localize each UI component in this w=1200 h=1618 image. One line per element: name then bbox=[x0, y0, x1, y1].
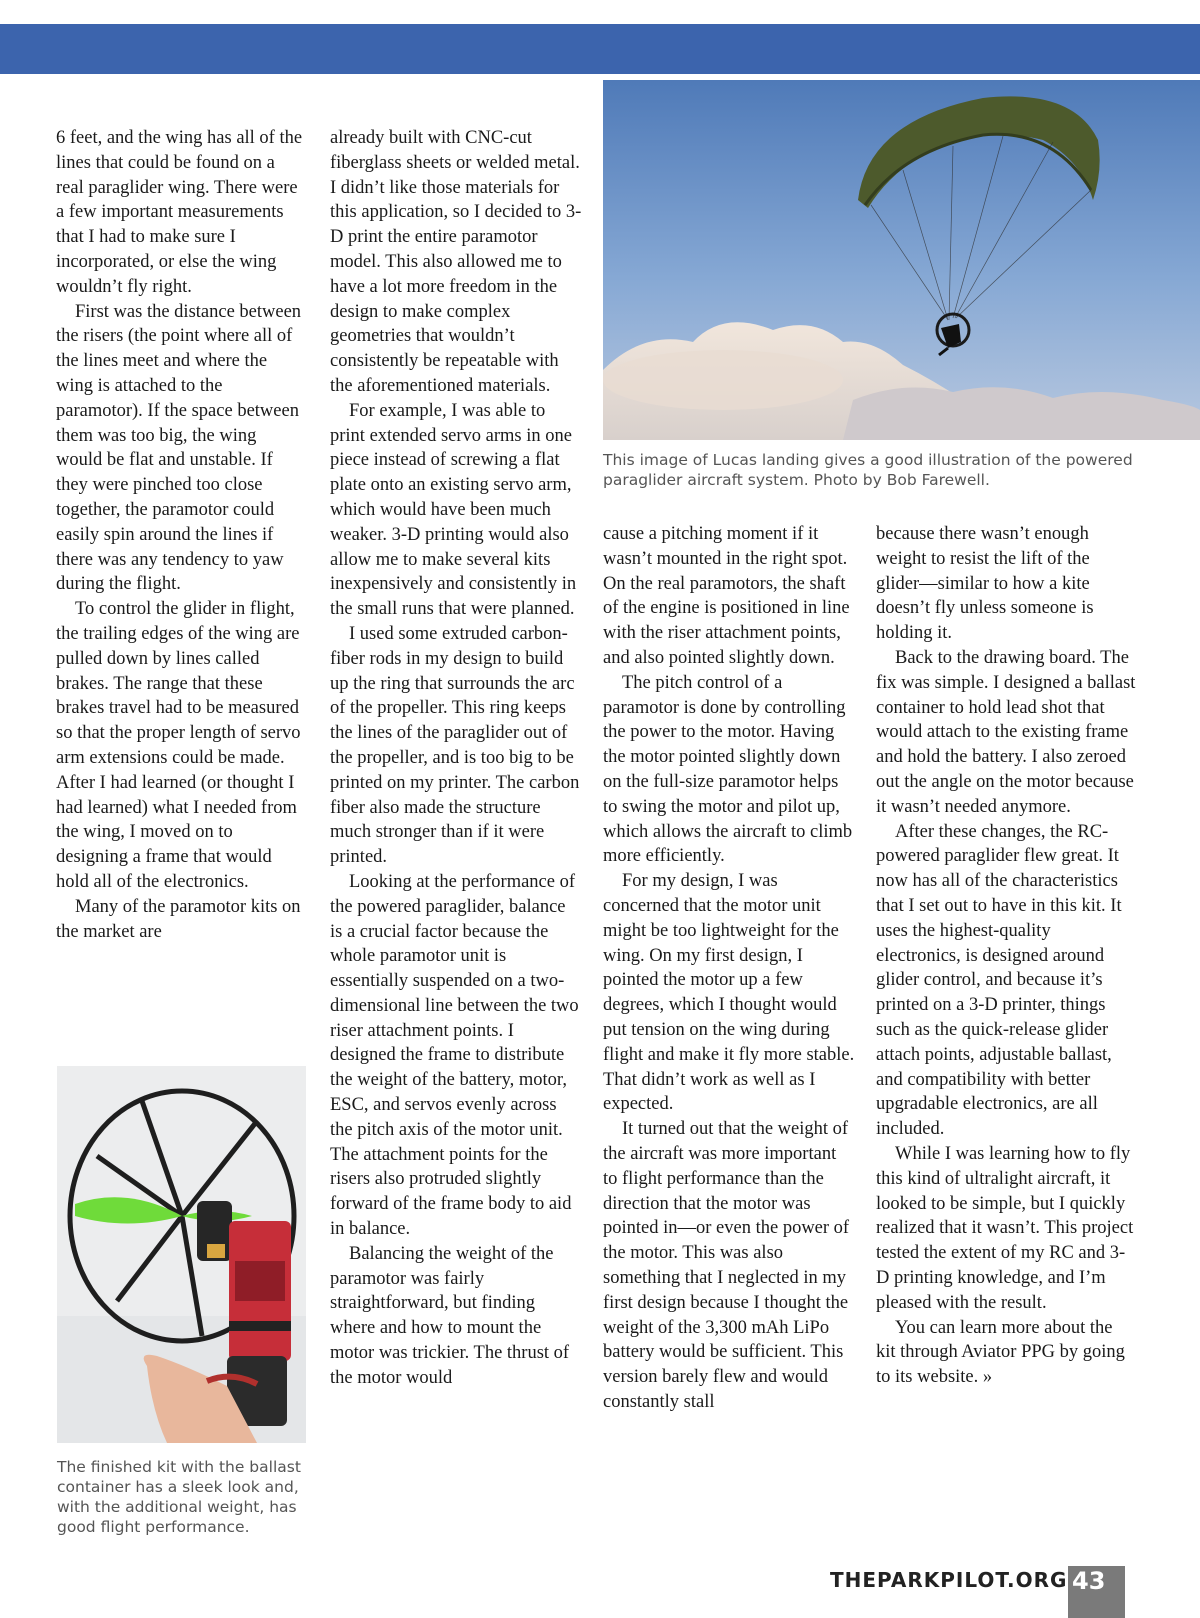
paragraph: already built with CNC-cut fiberglass sheets or welded metal. I didn’t like those materials for this application, so I decided to 3-D print the entire paramotor model. This also allowed me to have a lot more freedom in the design to make complex geometries that wouldn’t consistently be repeatable with the aforementioned materials. bbox=[330, 128, 582, 396]
page-number: 43 bbox=[1068, 1566, 1125, 1618]
paramotor-kit-image bbox=[57, 1066, 306, 1443]
paragraph: Back to the drawing board. The fix was simple. I designed a ballast container to hold lead shot that would attach to the existing frame and hold the battery. I also zeroed out the angle on the motor because it wasn’t needed anymore. bbox=[876, 647, 1136, 817]
paragraph: First was the distance between the risers (the point where all of the lines meet and where the wing is attached to the paramotor). If the space between them was too big, the wing would be flat and unstable. If they were pinched too close together, the paramotor could easily spin around the lines if there was any tendency to yaw during the flight. bbox=[56, 301, 302, 595]
paraglider-sky-photo bbox=[603, 80, 1200, 440]
paragraph: Balancing the weight of the paramotor was fairly straightforward, but finding where and how to mount the motor was trickier. The thrust of the motor would bbox=[330, 1243, 570, 1388]
paragraph: You can learn more about the kit through Aviator PPG by going to its website. » bbox=[876, 1317, 1125, 1388]
paramotor-kit-photo bbox=[57, 1066, 306, 1443]
paragraph: because there wasn’t enough weight to resist the lift of the glider—similar to how a kite doesn’t fly unless someone is holding it. bbox=[876, 524, 1094, 644]
paragraph: Many of the paramotor kits on the market are bbox=[56, 896, 301, 942]
paragraph: I used some extruded carbon-fiber rods in my design to build up the ring that surrounds the arc of the propeller. This ring keeps the lines of the paraglider out of the propeller, and is too big to be printed on my printer. The carbon fiber also made the structure much stronger than if it were printed. bbox=[330, 623, 580, 868]
paraglider-sky-image bbox=[603, 80, 1200, 440]
paragraph: To control the glider in flight, the trailing edges of the wing are pulled down by lines called brakes. The range that these brakes travel had to be measured so that the proper length of servo arm extensions could be made. After I had learned (or thought I had learned) what I needed from the wing, I moved on to designing a frame that would hold all of the electronics. bbox=[56, 599, 301, 892]
paragraph: For example, I was able to print extended servo arms in one piece instead of screwing a flat plate onto an existing servo arm, which would have been much weaker. 3-D printing would also allow me to make several kits inexpensively and consistently in the small runs that were planned. bbox=[330, 400, 577, 620]
paragraph: 6 feet, and the wing has all of the lines that could be found on a real paraglider wing. There were a few important measurements that I had to make sure I incorporated, or else the wing wouldn’t fly right. bbox=[56, 128, 303, 297]
paragraph: While I was learning how to fly this kind of ultralight aircraft, it looked to be simple, but I quickly realized that it wasn’t. This project tested the extent of my RC and 3-D printing knowledge, and I’m pleased with the result. bbox=[876, 1143, 1134, 1313]
text-column-1 bbox=[56, 126, 306, 944]
paragraph: The pitch control of a paramotor is done by controlling the power to the motor. Having the motor pointed slightly down on the full-size paramotor helps to swing the motor and pilot up, which allows the aircraft to climb more efficiently. bbox=[603, 672, 853, 867]
text-column-2 bbox=[330, 126, 582, 1391]
top-photo-caption: This image of Lucas landing gives a good illustration of the powered paraglider aircraft system. Photo by Bob Farewell. bbox=[603, 451, 1133, 489]
footer-website: THEPARKPILOT.ORG bbox=[830, 1568, 1068, 1592]
paragraph: cause a pitching moment if it wasn’t mounted in the right spot. On the real paramotors, the shaft of the engine is positioned in line with the riser attachment points, and also pointed slightly down. bbox=[603, 524, 850, 668]
paragraph: After these changes, the RC-powered paraglider flew great. It now has all of the characteristics that I set out to have in this kit. It uses the highest-quality electronics, is designed around glider control, and because it’s printed on a 3-D printer, things such as the quick-release glider attach points, adjustable ballast, and compatibility with better upgradable electronics, are all included. bbox=[876, 821, 1122, 1140]
paragraph: It turned out that the weight of the aircraft was more important to flight performance than the direction that the motor was pointed in—or even the power of the motor. This was also something that I neglected in my first design because I thought the weight of the 3,300 mAh LiPo battery would be sufficient. This version barely flew and would constantly stall bbox=[603, 1119, 850, 1412]
paragraph: For my design, I was concerned that the motor unit might be too lightweight for the wing. On my first design, I pointed the motor up a few degrees, which I thought would put tension on the wing during flight and make it fly more stable. That didn’t work as well as I expected. bbox=[603, 871, 855, 1115]
left-photo-caption: The finished kit with the ballast container has a sleek look and, with the additional weight, has good flight performance. bbox=[57, 1458, 301, 1536]
paragraph: Looking at the performance of the powered paraglider, balance is a crucial factor because the whole paramotor unit is essentially suspended on a two-dimensional line between the two riser attachment points. I designed the frame to distribute the weight of the battery, motor, ESC, and servos evenly across the pitch axis of the motor unit. The attachment points for the risers also protruded slightly forward of the frame body to aid in balance. bbox=[330, 871, 579, 1240]
text-column-3 bbox=[603, 522, 855, 1415]
text-column-4 bbox=[876, 522, 1136, 1390]
header-band bbox=[0, 24, 1200, 74]
